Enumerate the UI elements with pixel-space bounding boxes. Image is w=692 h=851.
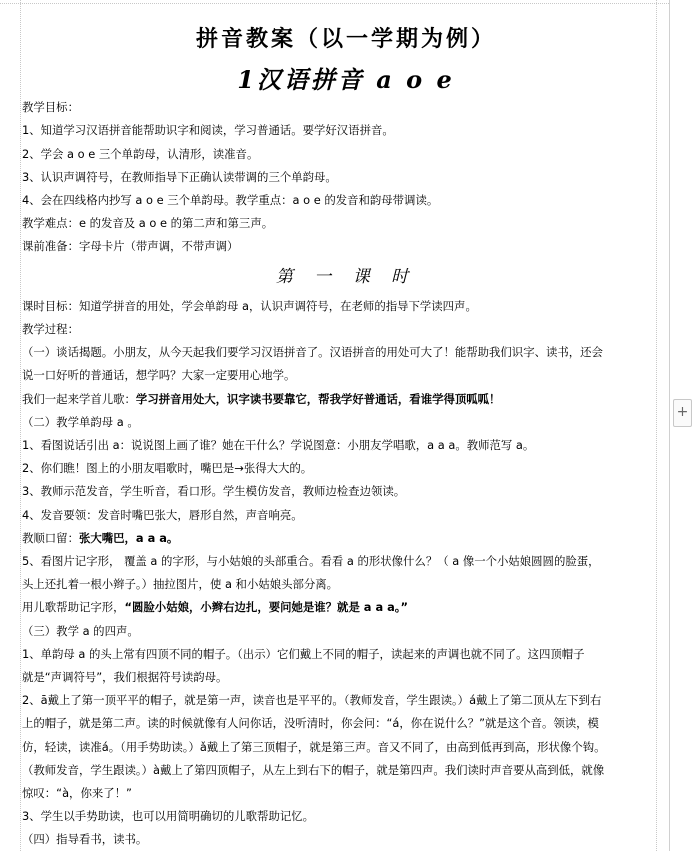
text-line [22,392,500,407]
text-run: 我们一起来学首儿歌： [22,392,136,406]
text-line: 课时目标：知道学拼音的用处，学会单韵母 a，认识声调符号，在老师的指导下学读四声。 [22,299,477,313]
text-line [22,531,178,546]
nursery-rhyme: 学习拼音用处大，识字读书要靠它，帮我学好普通话，看谁学得顶呱呱！ [135,392,501,406]
text-line: 教学目标： [22,100,79,114]
margin-guide-right [656,0,658,851]
text-line: 上的帽子，就是第二声。读的时候就像有人问你话，没听清时，你会问：“á，你在说什么？”就是这个音。领读，模 [22,716,599,730]
text-line: 5、看图片记字形， 覆盖 a 的字形，与小姑娘的头部重合。看看 a 的形状像什么？（ a 像一个小姑娘圆圆的脸蛋， [22,554,600,568]
doc-subtitle: 1汉语拼音 a o e [237,65,455,94]
text-line: 2、学会 a o e 三个单韵母，认清形，读准音。 [22,147,259,161]
text-line: （一）谈话揭题。小朋友，从今天起我们要学习汉语拼音了。汉语拼音的用处可大了！能帮助我们识字、读书，还会 [22,345,603,359]
text-line: 课前准备：字母卡片（带声调，不带声调） [22,239,239,253]
doc-title: 拼音教案（以一学期为例） [195,26,496,52]
text-line: 3、学生以手势助读，也可以用简明确切的儿歌帮助记忆。 [22,809,315,823]
text-line: 教学难点：e 的发音及 a o e 的第二声和第三声。 [22,216,274,230]
text-line: 1、看图说话引出 a：说说图上画了谁？她在干什么？学说图意：小朋友学唱歌，a a a。教师范写 a。 [22,438,535,452]
text-line: 惊叹：“à，你来了！” [22,786,132,800]
text-line: （四）指导看书，读书。 [22,832,148,846]
text-line: （三）教学 a 的四声。 [22,624,139,638]
text-line: （二）教学单韵母 a 。 [22,415,139,429]
text-line: 说一口好听的普通话，想学吗？大家一定要用心地学。 [22,368,296,382]
rhyme-phrase: 张大嘴巴，a a a。 [78,531,179,545]
text-line: 2、你们瞧！图上的小朋友唱歌时，嘴巴是→张得大大的。 [22,461,313,475]
text-line: 2、ā戴上了第一顶平平的帽子，就是第一声，读音也是平平的。（教师发音，学生跟读。）á戴上了第二顶从左下到右 [22,693,602,707]
text-line [22,600,408,615]
rhyme-quote: “圆脸小姑娘，小辫右边扎，要问她是谁？就是 a a a。” [124,600,408,614]
text-line: 4、会在四线格内抄写 a o e 三个单韵母。教学重点：a o e 的发音和韵母带调读。 [22,193,439,207]
page-edge [669,0,670,851]
expand-button[interactable]: + [673,399,692,427]
text-line: 就是“声调符号”，我们根据符号读韵母。 [22,670,228,684]
text-line: 3、认识声调符号，在教师指导下正确认读带调的三个单韵母。 [22,170,337,184]
text-line: 仿，轻读，读准á。（用手势助读。）ǎ戴上了第三顶帽子，就是第三声。音又不同了，由高到低再到高，形状像个钩。 [22,740,606,754]
text-line: 头上还扎着一根小辫子。）抽拉图片，使 a 和小姑娘头部分离。 [22,577,339,591]
text-run: 用儿歌帮助记字形， [22,600,125,614]
section-title: 第 一 课 时 [275,267,417,287]
text-line: 1、单韵母 a 的头上常有四顶不同的帽子。（出示）它们戴上不同的帽子，读起来的声调也就不同了。这四顶帽子 [22,647,585,661]
text-line: 3、教师示范发音，学生听音，看口形。学生模仿发音，教师边检查边领读。 [22,484,406,498]
text-line: 教学过程： [22,322,79,336]
text-line: 4、发音要领：发音时嘴巴张大，唇形自然，声音响亮。 [22,508,303,522]
text-run: 教顺口留： [22,531,79,545]
text-line: 1、知道学习汉语拼音能帮助识字和阅读，学习普通话。要学好汉语拼音。 [22,123,394,137]
margin-guide-top [0,3,669,5]
text-line: （教师发音，学生跟读。）à戴上了第四顶帽子，从左上到右下的帽子，就是第四声。我们读时声音要从高到低，就像 [22,763,605,777]
